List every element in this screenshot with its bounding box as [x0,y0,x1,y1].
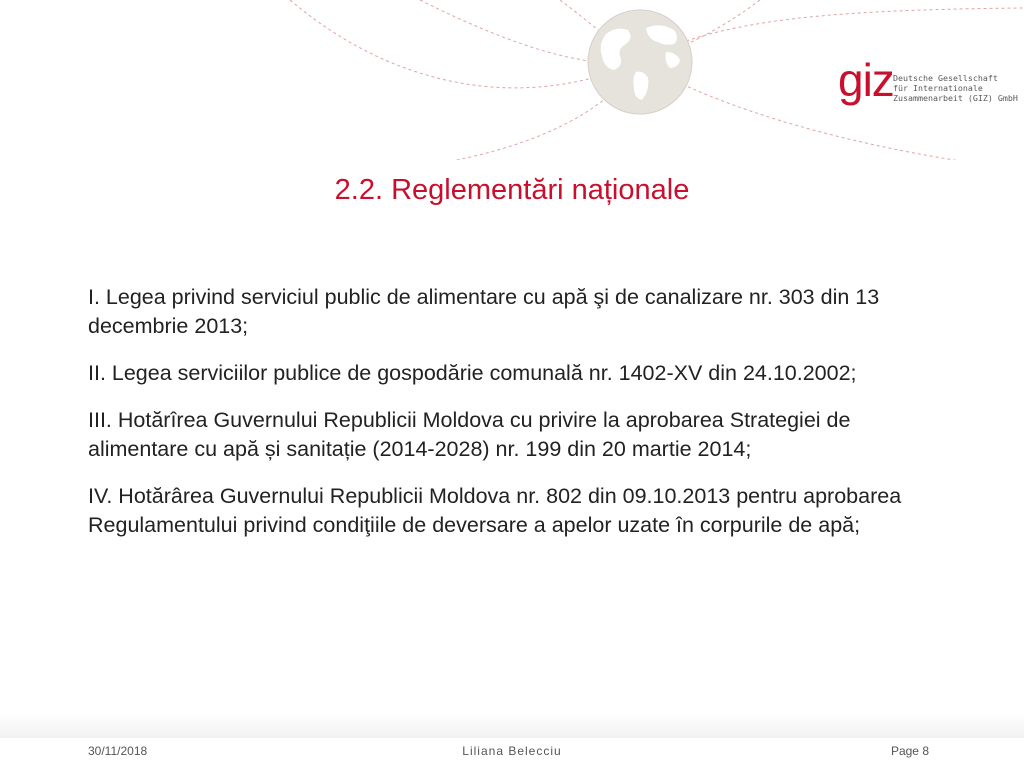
list-item: IV. Hotărârea Guvernului Republicii Moldova nr. 802 din 09.10.2013 pentru aprobarea Regulamentului privind condiţiile de deversare a apelor uzate în corpurile de apă; [88,484,902,537]
list-item: III. Hotărîrea Guvernului Republicii Moldova cu privire la aprobarea Strategiei de alimentare cu apă și sanitație (2014-2028) nr. 199 din 20 martie 2014; [88,408,851,461]
footer [0,738,1024,768]
slide-title: 2.2. Reglementări naționale [334,174,690,206]
logo-line: Deutsche Gesellschaft [893,73,998,83]
regulation-list [88,283,948,558]
list-item: II. Legea serviciilor publice de gospodărie comunală nr. 1402-XV din 24.10.2002; [88,361,857,385]
footer-band [0,712,1024,738]
page-number: Page 8 [890,744,929,758]
footer-author: Liliana Belecciu [462,744,562,758]
logo-line: für Internationale [893,83,983,93]
globe-icon [588,10,692,114]
logo-wordmark [893,73,1024,103]
footer-date: 30/11/2018 [88,744,148,758]
logo-line: Zusammenarbeit (GIZ) GmbH [893,93,1018,103]
logo-mark: giz [838,54,894,106]
list-item: I. Legea privind serviciul public de alimentare cu apă şi de canalizare nr. 303 din 13 decembrie 2013; [88,285,880,338]
